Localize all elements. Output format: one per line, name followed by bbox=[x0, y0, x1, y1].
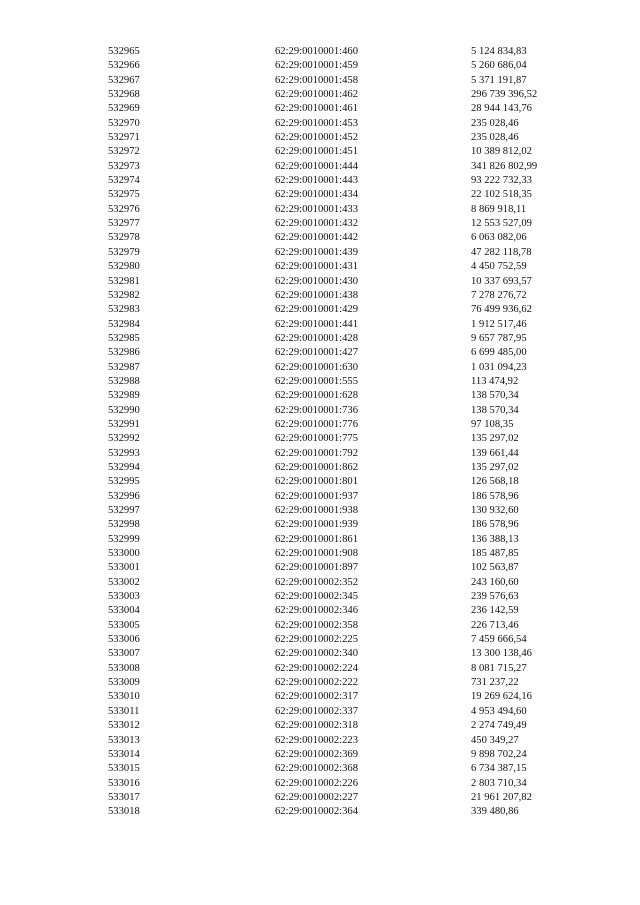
cadastral-value-cell: 10 337 693,57 bbox=[471, 275, 532, 287]
cadastral-number-cell: 62:29:0010002:227 bbox=[275, 791, 358, 803]
cadastral-value-cell: 1 912 517,46 bbox=[471, 318, 527, 330]
record-number-cell: 532995 bbox=[108, 476, 140, 488]
record-number-cell: 533007 bbox=[108, 648, 140, 660]
cadastral-value-cell: 4 953 494,60 bbox=[471, 705, 527, 717]
record-number-cell: 532983 bbox=[108, 304, 140, 316]
cadastral-number-cell: 62:29:0010001:438 bbox=[275, 289, 358, 301]
record-number-cell: 532991 bbox=[108, 418, 140, 430]
record-number-cell: 532969 bbox=[108, 103, 140, 115]
record-number-cell: 532978 bbox=[108, 232, 140, 244]
record-number-cell: 532981 bbox=[108, 275, 140, 287]
cadastral-number-cell: 62:29:0010001:897 bbox=[275, 562, 358, 574]
record-number-cell: 532972 bbox=[108, 146, 140, 158]
cadastral-number-cell: 62:29:0010001:938 bbox=[275, 505, 358, 516]
cadastral-value-cell: 113 474,92 bbox=[471, 375, 519, 387]
cadastral-number-cell: 62:29:0010001:443 bbox=[275, 175, 358, 187]
cadastral-number-cell: 62:29:0010001:775 bbox=[275, 433, 358, 445]
cadastral-value-cell: 186 578,96 bbox=[471, 519, 519, 531]
cadastral-value-table bbox=[108, 45, 591, 820]
table-row bbox=[108, 690, 591, 704]
cadastral-value-cell: 731 237,22 bbox=[471, 677, 519, 689]
cadastral-number-cell: 62:29:0010002:222 bbox=[275, 677, 358, 689]
record-number-cell: 532965 bbox=[108, 46, 140, 57]
cadastral-value-cell: 139 661,44 bbox=[471, 447, 519, 459]
cadastral-value-cell: 341 826 802,99 bbox=[471, 160, 538, 172]
table-row bbox=[108, 361, 591, 375]
cadastral-number-cell: 62:29:0010002:340 bbox=[275, 648, 358, 660]
cadastral-number-cell: 62:29:0010001:861 bbox=[275, 533, 358, 545]
record-number-cell: 532973 bbox=[108, 160, 140, 172]
cadastral-number-cell: 62:29:0010001:461 bbox=[275, 103, 358, 115]
record-number-cell: 532994 bbox=[108, 461, 140, 473]
record-number-cell: 533015 bbox=[108, 763, 140, 775]
table-row bbox=[108, 289, 591, 303]
cadastral-number-cell: 62:29:0010001:428 bbox=[275, 332, 358, 344]
cadastral-value-cell: 138 570,34 bbox=[471, 390, 519, 402]
cadastral-number-cell: 62:29:0010002:352 bbox=[275, 576, 358, 588]
cadastral-value-cell: 5 124 834,83 bbox=[471, 46, 527, 57]
table-row bbox=[108, 662, 591, 676]
cadastral-number-cell: 62:29:0010001:434 bbox=[275, 189, 358, 201]
table-row bbox=[108, 748, 591, 762]
cadastral-value-cell: 9 657 787,95 bbox=[471, 332, 527, 344]
cadastral-number-cell: 62:29:0010001:555 bbox=[275, 375, 358, 387]
record-number-cell: 532989 bbox=[108, 390, 140, 402]
cadastral-value-cell: 1 031 094,23 bbox=[471, 361, 527, 373]
record-number-cell: 533016 bbox=[108, 777, 140, 789]
cadastral-number-cell: 62:29:0010002:318 bbox=[275, 720, 358, 732]
record-number-cell: 532990 bbox=[108, 404, 140, 416]
cadastral-value-cell: 235 028,46 bbox=[471, 132, 519, 144]
table-row bbox=[108, 676, 591, 690]
record-number-cell: 532996 bbox=[108, 490, 140, 502]
cadastral-value-cell: 19 269 624,16 bbox=[471, 691, 532, 703]
cadastral-number-cell: 62:29:0010001:792 bbox=[275, 447, 358, 459]
cadastral-number-cell: 62:29:0010001:453 bbox=[275, 117, 358, 129]
cadastral-number-cell: 62:29:0010001:862 bbox=[275, 461, 358, 473]
table-row bbox=[108, 160, 591, 174]
record-number-cell: 532998 bbox=[108, 519, 140, 531]
table-row bbox=[108, 59, 591, 73]
table-row bbox=[108, 705, 591, 719]
table-row bbox=[108, 102, 591, 116]
record-number-cell: 532986 bbox=[108, 347, 140, 359]
cadastral-value-cell: 296 739 396,52 bbox=[471, 89, 538, 101]
table-row bbox=[108, 188, 591, 202]
table-row bbox=[108, 619, 591, 633]
cadastral-number-cell: 62:29:0010002:358 bbox=[275, 619, 358, 631]
cadastral-value-cell: 9 898 702,24 bbox=[471, 748, 527, 760]
table-row bbox=[108, 475, 591, 489]
cadastral-number-cell: 62:29:0010002:368 bbox=[275, 763, 358, 775]
table-row bbox=[108, 231, 591, 245]
record-number-cell: 533003 bbox=[108, 591, 140, 603]
table-row bbox=[108, 590, 591, 604]
table-row bbox=[108, 318, 591, 332]
cadastral-value-cell: 243 160,60 bbox=[471, 576, 519, 588]
cadastral-value-cell: 7 278 276,72 bbox=[471, 289, 527, 301]
table-row bbox=[108, 404, 591, 418]
cadastral-value-cell: 135 297,02 bbox=[471, 433, 519, 445]
record-number-cell: 532984 bbox=[108, 318, 140, 330]
table-row bbox=[108, 432, 591, 446]
table-row bbox=[108, 461, 591, 475]
cadastral-value-cell: 28 944 143,76 bbox=[471, 103, 532, 115]
table-row bbox=[108, 576, 591, 590]
cadastral-number-cell: 62:29:0010002:317 bbox=[275, 691, 358, 703]
record-number-cell: 532971 bbox=[108, 132, 140, 144]
cadastral-number-cell: 62:29:0010001:458 bbox=[275, 74, 358, 86]
record-number-cell: 532997 bbox=[108, 505, 140, 516]
cadastral-number-cell: 62:29:0010002:226 bbox=[275, 777, 358, 789]
record-number-cell: 532993 bbox=[108, 447, 140, 459]
table-row bbox=[108, 88, 591, 102]
table-row bbox=[108, 131, 591, 145]
cadastral-value-cell: 136 388,13 bbox=[471, 533, 519, 545]
cadastral-value-cell: 10 389 812,02 bbox=[471, 146, 532, 158]
table-row bbox=[108, 389, 591, 403]
table-row bbox=[108, 777, 591, 791]
cadastral-number-cell: 62:29:0010001:452 bbox=[275, 132, 358, 144]
record-number-cell: 532975 bbox=[108, 189, 140, 201]
table-row bbox=[108, 533, 591, 547]
cadastral-value-cell: 8 081 715,27 bbox=[471, 662, 527, 674]
cadastral-number-cell: 62:29:0010001:776 bbox=[275, 418, 358, 430]
cadastral-number-cell: 62:29:0010002:364 bbox=[275, 806, 358, 818]
cadastral-number-cell: 62:29:0010001:430 bbox=[275, 275, 358, 287]
cadastral-value-cell: 5 371 191,87 bbox=[471, 74, 527, 86]
record-number-cell: 532992 bbox=[108, 433, 140, 445]
cadastral-value-cell: 6 063 082,06 bbox=[471, 232, 527, 244]
cadastral-number-cell: 62:29:0010001:628 bbox=[275, 390, 358, 402]
cadastral-value-cell: 5 260 686,04 bbox=[471, 60, 527, 72]
table-row bbox=[108, 303, 591, 317]
table-row bbox=[108, 447, 591, 461]
table-row bbox=[108, 504, 591, 518]
cadastral-value-cell: 130 932,60 bbox=[471, 505, 519, 516]
cadastral-number-cell: 62:29:0010001:630 bbox=[275, 361, 358, 373]
record-number-cell: 532979 bbox=[108, 246, 140, 258]
cadastral-number-cell: 62:29:0010001:937 bbox=[275, 490, 358, 502]
table-row bbox=[108, 418, 591, 432]
record-number-cell: 533009 bbox=[108, 677, 140, 689]
cadastral-value-cell: 97 108,35 bbox=[471, 418, 514, 430]
table-row bbox=[108, 203, 591, 217]
cadastral-number-cell: 62:29:0010002:345 bbox=[275, 591, 358, 603]
cadastral-number-cell: 62:29:0010001:451 bbox=[275, 146, 358, 158]
table-row bbox=[108, 561, 591, 575]
cadastral-value-cell: 4 450 752,59 bbox=[471, 261, 527, 273]
record-number-cell: 532977 bbox=[108, 218, 140, 230]
table-row bbox=[108, 633, 591, 647]
record-number-cell: 533011 bbox=[108, 705, 140, 717]
cadastral-number-cell: 62:29:0010001:908 bbox=[275, 548, 358, 560]
table-row bbox=[108, 174, 591, 188]
table-row bbox=[108, 518, 591, 532]
cadastral-value-cell: 185 487,85 bbox=[471, 548, 519, 560]
record-number-cell: 532970 bbox=[108, 117, 140, 129]
record-number-cell: 533013 bbox=[108, 734, 140, 746]
record-number-cell: 532988 bbox=[108, 375, 140, 387]
record-number-cell: 533002 bbox=[108, 576, 140, 588]
record-number-cell: 532967 bbox=[108, 74, 140, 86]
cadastral-value-cell: 2 803 710,34 bbox=[471, 777, 527, 789]
table-row bbox=[108, 145, 591, 159]
cadastral-number-cell: 62:29:0010001:429 bbox=[275, 304, 358, 316]
cadastral-number-cell: 62:29:0010001:444 bbox=[275, 160, 358, 172]
cadastral-value-cell: 339 480,86 bbox=[471, 806, 519, 818]
cadastral-number-cell: 62:29:0010002:224 bbox=[275, 662, 358, 674]
table-row bbox=[108, 490, 591, 504]
cadastral-value-cell: 13 300 138,46 bbox=[471, 648, 532, 660]
table-row bbox=[108, 719, 591, 733]
record-number-cell: 533004 bbox=[108, 605, 140, 617]
cadastral-value-cell: 239 576,63 bbox=[471, 591, 519, 603]
cadastral-number-cell: 62:29:0010001:439 bbox=[275, 246, 358, 258]
record-number-cell: 533001 bbox=[108, 562, 140, 574]
table-row bbox=[108, 346, 591, 360]
record-number-cell: 533008 bbox=[108, 662, 140, 674]
record-number-cell: 533018 bbox=[108, 806, 140, 818]
table-row bbox=[108, 762, 591, 776]
table-row bbox=[108, 117, 591, 131]
record-number-cell: 532976 bbox=[108, 203, 140, 215]
cadastral-number-cell: 62:29:0010001:441 bbox=[275, 318, 358, 330]
record-number-cell: 533014 bbox=[108, 748, 140, 760]
table-row bbox=[108, 791, 591, 805]
cadastral-value-cell: 126 568,18 bbox=[471, 476, 519, 488]
table-row bbox=[108, 275, 591, 289]
cadastral-number-cell: 62:29:0010002:337 bbox=[275, 705, 358, 717]
table-row bbox=[108, 805, 591, 819]
table-row bbox=[108, 647, 591, 661]
record-number-cell: 532966 bbox=[108, 60, 140, 72]
table-row bbox=[108, 74, 591, 88]
cadastral-value-cell: 76 499 936,62 bbox=[471, 304, 532, 316]
record-number-cell: 532980 bbox=[108, 261, 140, 273]
cadastral-value-cell: 7 459 666,54 bbox=[471, 634, 527, 646]
record-number-cell: 532987 bbox=[108, 361, 140, 373]
cadastral-number-cell: 62:29:0010001:460 bbox=[275, 46, 358, 57]
record-number-cell: 532974 bbox=[108, 175, 140, 187]
cadastral-number-cell: 62:29:0010001:433 bbox=[275, 203, 358, 215]
cadastral-number-cell: 62:29:0010001:462 bbox=[275, 89, 358, 101]
cadastral-value-cell: 135 297,02 bbox=[471, 461, 519, 473]
cadastral-number-cell: 62:29:0010001:442 bbox=[275, 232, 358, 244]
table-row bbox=[108, 604, 591, 618]
cadastral-number-cell: 62:29:0010001:939 bbox=[275, 519, 358, 531]
table-row bbox=[108, 734, 591, 748]
cadastral-number-cell: 62:29:0010001:432 bbox=[275, 218, 358, 230]
cadastral-number-cell: 62:29:0010002:369 bbox=[275, 748, 358, 760]
table-row bbox=[108, 375, 591, 389]
table-row bbox=[108, 246, 591, 260]
table-row bbox=[108, 260, 591, 274]
table-row bbox=[108, 332, 591, 346]
record-number-cell: 533006 bbox=[108, 634, 140, 646]
cadastral-number-cell: 62:29:0010001:459 bbox=[275, 60, 358, 72]
cadastral-value-cell: 102 563,87 bbox=[471, 562, 519, 574]
record-number-cell: 532968 bbox=[108, 89, 140, 101]
record-number-cell: 532982 bbox=[108, 289, 140, 301]
cadastral-value-cell: 6 699 485,00 bbox=[471, 347, 527, 359]
cadastral-value-cell: 22 102 518,35 bbox=[471, 189, 532, 201]
record-number-cell: 532985 bbox=[108, 332, 140, 344]
cadastral-value-cell: 236 142,59 bbox=[471, 605, 519, 617]
cadastral-value-cell: 47 282 118,78 bbox=[471, 246, 532, 258]
record-number-cell: 533012 bbox=[108, 720, 140, 732]
table-row bbox=[108, 547, 591, 561]
record-number-cell: 533005 bbox=[108, 619, 140, 631]
table-row bbox=[108, 217, 591, 231]
cadastral-number-cell: 62:29:0010002:225 bbox=[275, 634, 358, 646]
record-number-cell: 533017 bbox=[108, 791, 140, 803]
table-body bbox=[108, 45, 591, 820]
cadastral-number-cell: 62:29:0010001:427 bbox=[275, 347, 358, 359]
cadastral-value-cell: 186 578,96 bbox=[471, 490, 519, 502]
cadastral-value-cell: 138 570,34 bbox=[471, 404, 519, 416]
cadastral-value-cell: 8 869 918,11 bbox=[471, 203, 527, 215]
cadastral-number-cell: 62:29:0010002:223 bbox=[275, 734, 358, 746]
record-number-cell: 533010 bbox=[108, 691, 140, 703]
cadastral-value-cell: 21 961 207,82 bbox=[471, 791, 532, 803]
cadastral-value-cell: 226 713,46 bbox=[471, 619, 519, 631]
cadastral-number-cell: 62:29:0010001:801 bbox=[275, 476, 358, 488]
cadastral-value-cell: 235 028,46 bbox=[471, 117, 519, 129]
cadastral-value-cell: 6 734 387,15 bbox=[471, 763, 527, 775]
record-number-cell: 532999 bbox=[108, 533, 140, 545]
cadastral-value-cell: 93 222 732,33 bbox=[471, 175, 532, 187]
cadastral-number-cell: 62:29:0010002:346 bbox=[275, 605, 358, 617]
cadastral-value-cell: 450 349,27 bbox=[471, 734, 519, 746]
cadastral-value-cell: 12 553 527,09 bbox=[471, 218, 532, 230]
cadastral-number-cell: 62:29:0010001:736 bbox=[275, 404, 358, 416]
cadastral-number-cell: 62:29:0010001:431 bbox=[275, 261, 358, 273]
cadastral-value-cell: 2 274 749,49 bbox=[471, 720, 527, 732]
table-row bbox=[108, 45, 591, 59]
record-number-cell: 533000 bbox=[108, 548, 140, 560]
